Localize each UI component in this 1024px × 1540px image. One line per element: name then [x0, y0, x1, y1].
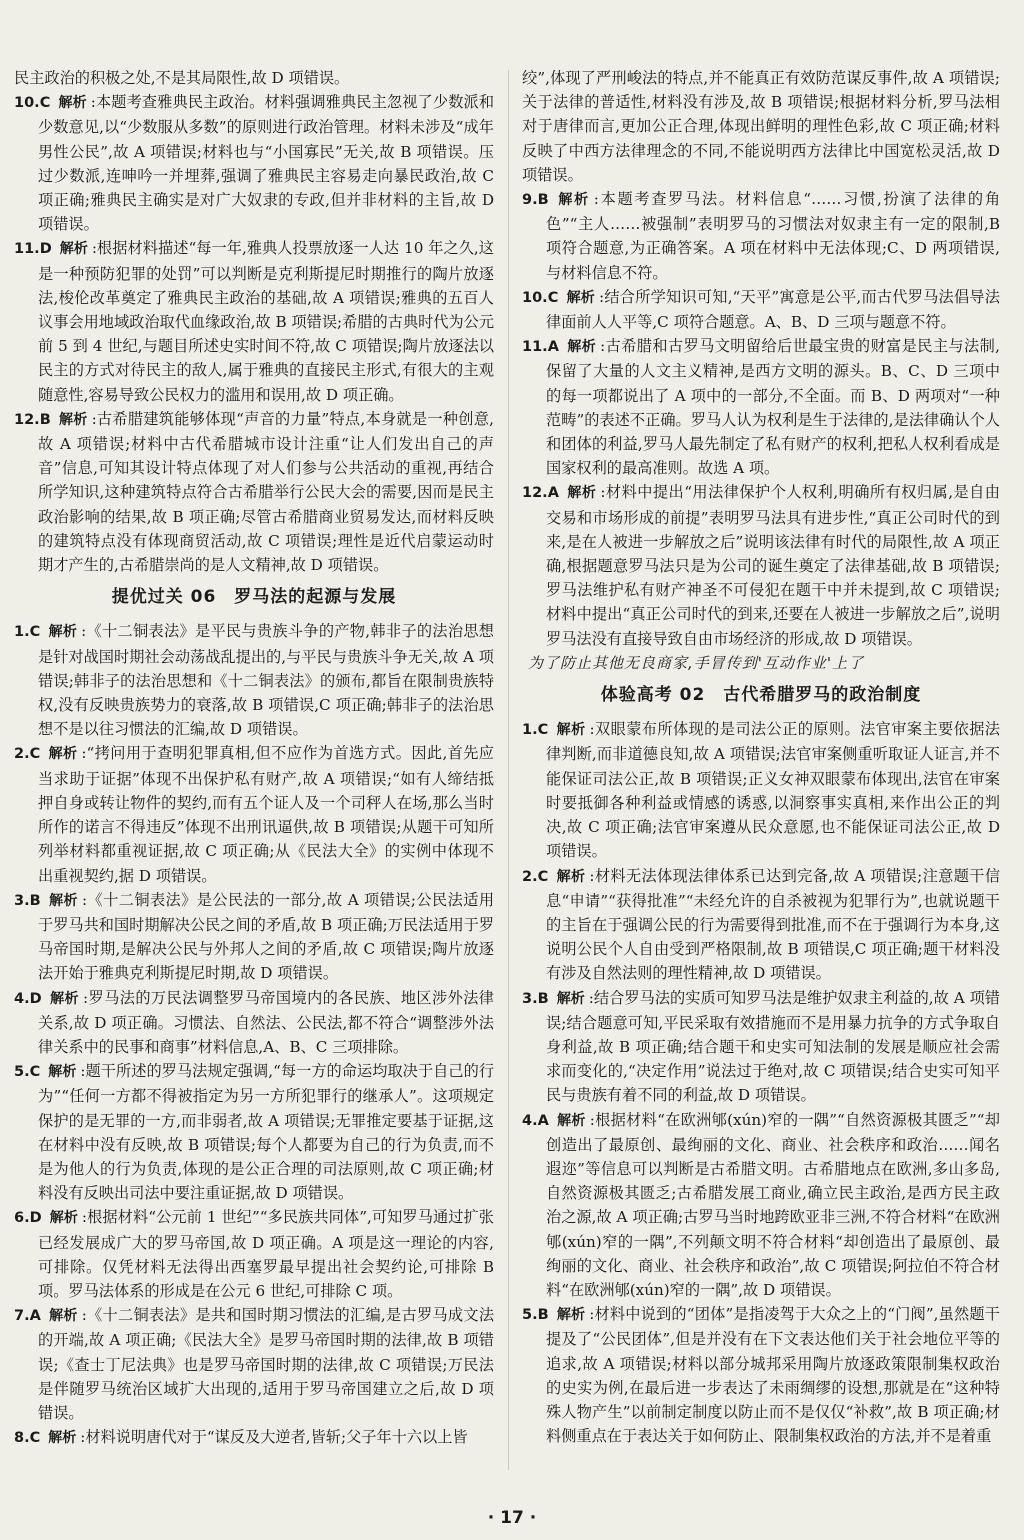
- question-number: 3.: [522, 990, 538, 1007]
- answer-item: [14, 1303, 494, 1425]
- question-number: 9.: [522, 192, 538, 209]
- analysis-text: :罗马法的万民法调整罗马帝国境内的各民族、地区涉外法律关系,故 D 项正确。习惯法、自然法、公民法,都不符合“调整涉外法律关系中的民事和商事”材料信息,A、B、C 三项排除。: [38, 988, 494, 1056]
- answer-item: [14, 1425, 494, 1450]
- analysis-label: 解析: [58, 411, 88, 428]
- analysis-label: 解析: [48, 892, 78, 909]
- answer-item: [14, 90, 494, 236]
- question-number: 11.: [522, 339, 548, 356]
- answer-letter: B: [537, 192, 549, 209]
- answer-letter: A: [547, 339, 559, 356]
- right-answers-b: [522, 717, 1000, 1448]
- answer-letter: C: [29, 746, 41, 763]
- answer-item: [14, 1205, 494, 1303]
- answer-letter: C: [39, 95, 51, 112]
- answer-item: [14, 1059, 494, 1205]
- analysis-label: 解析: [556, 868, 586, 885]
- answer-item: [522, 285, 1000, 334]
- answer-item: [522, 1302, 1000, 1448]
- analysis-text: :结合所学知识可知,“天平”寓意是公平,而古代罗马法倡导法律面前人人平等,C 项符合题意。A、B、D 三项与题意不符。: [546, 287, 1000, 332]
- answer-item: [522, 864, 1000, 986]
- question-number: 3.: [14, 892, 30, 909]
- question-number: 1.: [14, 624, 30, 641]
- analysis-text: :材料中说到的“团体”是指凌驾于大众之上的“门阀”,虽然题干提及了“公民团体”,但是并没有在下文表达他们关于社会地位平等的追求,故 A 项错误;材料以部分城邦采用陶片放逐政策限制集权政治的史实为例,在最后进一步表达了未雨绸缪的设想,那就是在“这种特殊人物产生”以前制定制度以防止而不是仅仅“补救”,故 B 项正确;材料侧重点在于表达关于如何防止、限制集权政治的方法,并不是着重: [546, 1305, 1000, 1446]
- analysis-label: 解析: [48, 1064, 77, 1081]
- analysis-text: :根据材料描述“每一年,雅典人投票放逐一人达 10 年之久,这是一种预防犯罪的处罚”可以判断是克利斯提尼时期推行的陶片放逐法,梭伦改革奠定了雅典民主政治的基础,故 A 项错误;雅典的五百人议事会用地域政治取代血缘政治,故 B 项错误;希腊的古典时代为公元前 5 到 4 世纪,与题目所述史实时间不符,故 C 项错误;陶片放逐法以民主的方式对待民主的敌人,属于雅典的直接民主形式,有很大的主观随意性,容易导致公民权力的滥用和误用,故 D 项正确。: [38, 239, 495, 404]
- question-number: 10.: [14, 95, 40, 112]
- analysis-label: 解析: [49, 1210, 78, 1227]
- analysis-text: :本题考查雅典民主政治。材料强调雅典民主忽视了少数派和少数意见,以“少数服从多数”的原则进行政治管理。材料未涉及“成年男性公民”,故 A 项错误;材料也与“小国寡民”无关,故 B 项错误。压过少数派,连呻吟一并埋葬,强调了雅典民主容易走向暴民政治,故 C 项正确;雅典民主确实是对广大奴隶的专政,但并非材料的主旨,故 D 项错误。: [38, 93, 495, 234]
- answer-item: [522, 1108, 1000, 1303]
- section-title-left: 提优过关 06 罗马法的起源与发展: [111, 587, 397, 608]
- answer-letter: C: [537, 868, 549, 885]
- answer-letter: A: [547, 485, 559, 502]
- analysis-text: :材料无法体现法律体系已达到完备,故 A 项错误;注意题干信息“申请”“获得批准”“未经允许的自杀被视为犯罪行为”,也就说题干的主旨在于强调公民的行为需要得到批准,而不在于强调行为本身,这说明公民个人自由受到严格限制,故 B 项错误,C 项正确;题干材料没有涉及自然法则的理性精神,故 D 项错误。: [546, 866, 1001, 983]
- analysis-text: :根据材料“公元前 1 世纪”“多民族共同体”,可知罗马通过扩张已经发展成广大的罗马帝国,故 D 项正确。A 项是这一理论的内容,可排除。仅凭材料无法得出西塞罗最早提出社会契约论,可排除 B 项。罗马法体系的形成是在公元 6 世纪,可排除 C 项。: [38, 1208, 494, 1300]
- analysis-text: :本题考查罗马法。材料信息“……习惯,扮演了法律的角色”“主人……被强制”表明罗马的习惯法对奴隶主有一定的限制,B 项符合题意,为正确答案。A 项在材料中无法体现;C、D 两项错误,与材料信息不符。: [546, 190, 1001, 282]
- analysis-label: 解析: [49, 990, 79, 1007]
- answer-letter: C: [547, 289, 559, 306]
- analysis-text: :《十二铜表法》是平民与贵族斗争的产物,韩非子的法治思想是针对战国时期社会动荡战乱提出的,与平民与贵族斗争无关,故 A 项错误;韩非子的法治思想和《十二铜表法》的颁布,都旨在限制贵族特权,没有反映贵族势力的衰落,故 B 项错误,C 项正确;韩非子的法治思想不是以往习惯法的汇编,故 D 项错误。: [38, 622, 494, 739]
- question-number: 12.: [522, 485, 548, 502]
- analysis-label: 解析: [58, 95, 87, 112]
- analysis-label: 解析: [59, 241, 88, 258]
- question-number: 5.: [14, 1064, 30, 1081]
- answer-letter: B: [39, 411, 51, 428]
- question-number: 4.: [522, 1112, 538, 1129]
- analysis-text: :古希腊和古罗马文明留给后世最宝贵的财富是民主与法制,保留了大量的人文主义精神,是西方文明的源头。B、C、D 三项中的每一项都说出了 A 项中的一部分,不全面。而 B、D 两项对“一种范畴”的表述不正确。罗马人认为权利是生于法律的,是法律确认个人和团体的利益,罗马人最先制定了私有财产的权利,把私人权利看成是国家权利的最高准则。故选 A 项。: [546, 337, 1000, 478]
- answer-letter: B: [29, 892, 41, 909]
- answer-letter: A: [29, 1308, 41, 1325]
- handwritten-note: 为了防止其他无良商家,手冒传到'互动作业'上了: [528, 653, 865, 672]
- right-column: [522, 66, 1000, 1448]
- analysis-label: 解析: [48, 1430, 77, 1447]
- answer-letter: B: [537, 990, 549, 1007]
- question-number: 2.: [14, 746, 30, 763]
- analysis-label: 解析: [556, 192, 590, 209]
- analysis-text: :材料说明唐代对于“谋反及大逆者,皆斩;父子年十六以上皆: [80, 1428, 468, 1447]
- answer-item: [14, 236, 494, 406]
- right-continuation: 绞”,体现了严刑峻法的特点,并不能真正有效防范谋反事件,故 A 项错误;关于法律的普适性,材料没有涉及,故 B 项错误;根据材料分析,罗马法相对于唐律而言,更加公正合理,体现出鲜明的理性色彩,故 C 项正确;材料反映了中西方法律理念的不同,不能说明西方法律比中国宽松灵活,故 D 项错误。: [522, 69, 1000, 184]
- analysis-label: 解析: [566, 339, 597, 356]
- page-number: · 17 ·: [487, 1508, 537, 1528]
- left-answers-b: [14, 619, 494, 1450]
- left-answers-a: [14, 90, 494, 577]
- question-number: 6.: [14, 1210, 30, 1227]
- answer-item: [522, 187, 1000, 285]
- left-continuation: 民主政治的积极之处,不是其局限性,故 D 项错误。: [14, 69, 350, 87]
- answer-letter: D: [29, 990, 42, 1007]
- answer-letter: C: [29, 1064, 41, 1081]
- question-number: 10.: [522, 289, 548, 306]
- section-title-right: 体验高考 02 古代希腊罗马的政治制度: [600, 685, 922, 706]
- question-number: 5.: [522, 1307, 538, 1324]
- answer-letter: A: [537, 1112, 549, 1129]
- analysis-text: :根据材料“在欧洲郇(xún)窄的一隅”“自然资源极其匮乏”“却创造出了最原创、最绚丽的文化、商业、社会秩序和政治……闻名遐迩”等信息可以判断是古希腊文明。古希腊地点在欧洲,多山多岛,自然资源极其匮乏;古希腊发展工商业,确立民主政治,是西方民主政治之源,故 A 项正确;古罗马当时地跨欧亚非三洲,不符合材料“在欧洲郇(xún)窄的一隅”,不列颠文明不符合材料“却创造出了最原创、最绚丽的文化、商业、社会秩序和政治”,故 C 项错误;阿拉伯不符合材料“在欧洲郇(xún)窄的一隅”,故 D 项错误。: [546, 1110, 1000, 1299]
- analysis-text: :古希腊建筑能够体现“声音的力量”特点,本身就是一种创意,故 A 项错误;材料中古代希腊城市设计注重“让人们发出自己的声音”信息,可知其设计特点体现了对人们参与公共活动的重视,再结合所学知识,这种建筑特点符合古希腊举行公民大会的需要,因而是民主政治影响的结果,故 B 项正确;尽管古希腊商业贸易发达,而材料反映的建筑特点没有体现商贸活动,故 C 项错误;理性是近代启蒙运动时期才产生的,古希腊崇尚的是人文精神,故 D 项错误。: [38, 409, 494, 575]
- analysis-label: 解析: [48, 1308, 78, 1325]
- left-column: [14, 66, 494, 1450]
- answer-letter: D: [29, 1210, 42, 1227]
- answer-letter: C: [29, 624, 41, 641]
- question-number: 8.: [14, 1430, 30, 1447]
- analysis-text: :题干所述的罗马法规定强调,“每一方的命运均取决于自己的行为”“任何一方都不得被指定为另一方所犯罪行的继承人”。这项规定保护的是无罪的一方,而非弱者,故 A 项错误;无罪推定要基于证据,这在材料中没有反映,故 B 项错误;每个人都要为自己的行为负责,而不是为他人的行为负责,体现的是公正合理的司法原则,故 C 项正确;材料没有反映出司法中要注重证据,故 D 项错误。: [38, 1062, 495, 1203]
- question-number: 1.: [522, 722, 538, 739]
- answer-item: [14, 986, 494, 1060]
- answer-letter: C: [29, 1430, 41, 1447]
- answer-item: [14, 407, 494, 577]
- question-number: 11.: [14, 241, 40, 258]
- analysis-text: :《十二铜表法》是公民法的一部分,故 A 项错误;公民法适用于罗马共和国时期解决公民之间的矛盾,故 B 项正确;万民法适用于罗马帝国时期,是解决公民与外邦人之间的矛盾,故 C 项错误;陶片放逐法开始于雅典克利斯提尼时期,故 D 项错误。: [38, 890, 495, 983]
- answer-item: [522, 480, 1000, 650]
- question-number: 12.: [14, 411, 40, 428]
- question-number: 4.: [14, 990, 30, 1007]
- column-divider: [508, 70, 509, 1470]
- analysis-text: :结合罗马法的实质可知罗马法是维护奴隶主利益的,故 A 项错误;结合题意可知,平民采取有效措施而不是用暴力抗争的方式争取自身利益,故 B 项正确;结合题干和史实可知法制的发展是顺应社会需求而变化的,“决定作用”说法过于绝对,故 C 项错误;结合史实可知平民与贵族有着不同的利益,故 D 项错误。: [546, 988, 1000, 1105]
- right-answers-a: [522, 187, 1000, 651]
- answer-letter: D: [39, 241, 52, 258]
- answer-item: [14, 888, 494, 986]
- analysis-label: 解析: [48, 746, 78, 763]
- analysis-text: :材料中提出“用法律保护个人权利,明确所有权归属,是自由交易和市场形成的前提”表明罗马法具有进步性,“真正公司时代的到来,是在人被进一步解放之后”说明该法律有时代的局限性,故 A 项正确,根据题意罗马法只是为公司的诞生奠定了法律基础,故 B 项错误;罗马法维护私有财产神圣不可侵犯在题干中并未提到,故 C 项错误;材料中提出“真正公司时代的到来,还要在人被进一步解放之后”,说明罗马法没有直接导致自由市场经济的形成,故 D 项错误。: [546, 483, 1000, 648]
- answer-item: [522, 717, 1000, 863]
- question-number: 2.: [522, 868, 538, 885]
- analysis-label: 解析: [556, 990, 585, 1007]
- analysis-label: 解析: [556, 1307, 586, 1324]
- analysis-label: 解析: [48, 624, 78, 641]
- analysis-text: :双眼蒙布所体现的是司法公正的原则。法官审案主要依据法律判断,而非道德良知,故 A 项错误;法官审案侧重听取证人证言,并不能保证司法公正,故 B 项错误;正义女神双眼蒙布体现出,法官在审案时要抵御各种利益或情感的诱惑,以洞察事实真相,来作出公正的判决,故 C 项正确;法官审案遵从民众意愿,也不能保证司法公正,故 D 项错误。: [546, 720, 1000, 861]
- answer-item: [14, 619, 494, 741]
- question-number: 7.: [14, 1308, 30, 1325]
- answer-item: [14, 741, 494, 887]
- answer-item: [522, 986, 1000, 1108]
- analysis-label: 解析: [566, 289, 596, 306]
- analysis-label: 解析: [556, 1112, 586, 1129]
- analysis-text: :《十二铜表法》是共和国时期习惯法的汇编,是古罗马成文法的开端,故 A 项正确;《民法大全》是罗马帝国时期的法律,故 B 项错误;《查士丁尼法典》也是罗马帝国时期的法律,故 C 项错误;万民法是伴随罗马统治区域扩大出现的,适用于罗马帝国建立之后,故 D 项错误。: [38, 1306, 495, 1422]
- answer-letter: B: [537, 1307, 549, 1324]
- answer-letter: C: [537, 722, 549, 739]
- analysis-label: 解析: [566, 485, 597, 502]
- answer-item: [522, 334, 1000, 480]
- analysis-text: :“拷问用于查明犯罪真相,但不应作为首选方式。因此,首先应当求助于证据”体现不出保护私有财产,故 A 项错误;“如有人缔结抵押自身或转让物件的契约,而有五个证人及一个司秤人在场,那么当时所作的诺言不得违反”体现不出刑讯逼供,故 B 项错误;从题干可知所列举材料都重视证据,故 C 项正确;从《民法大全》的实例中体现不出重视契约,据 D 项错误。: [38, 744, 494, 885]
- analysis-label: 解析: [556, 722, 586, 739]
